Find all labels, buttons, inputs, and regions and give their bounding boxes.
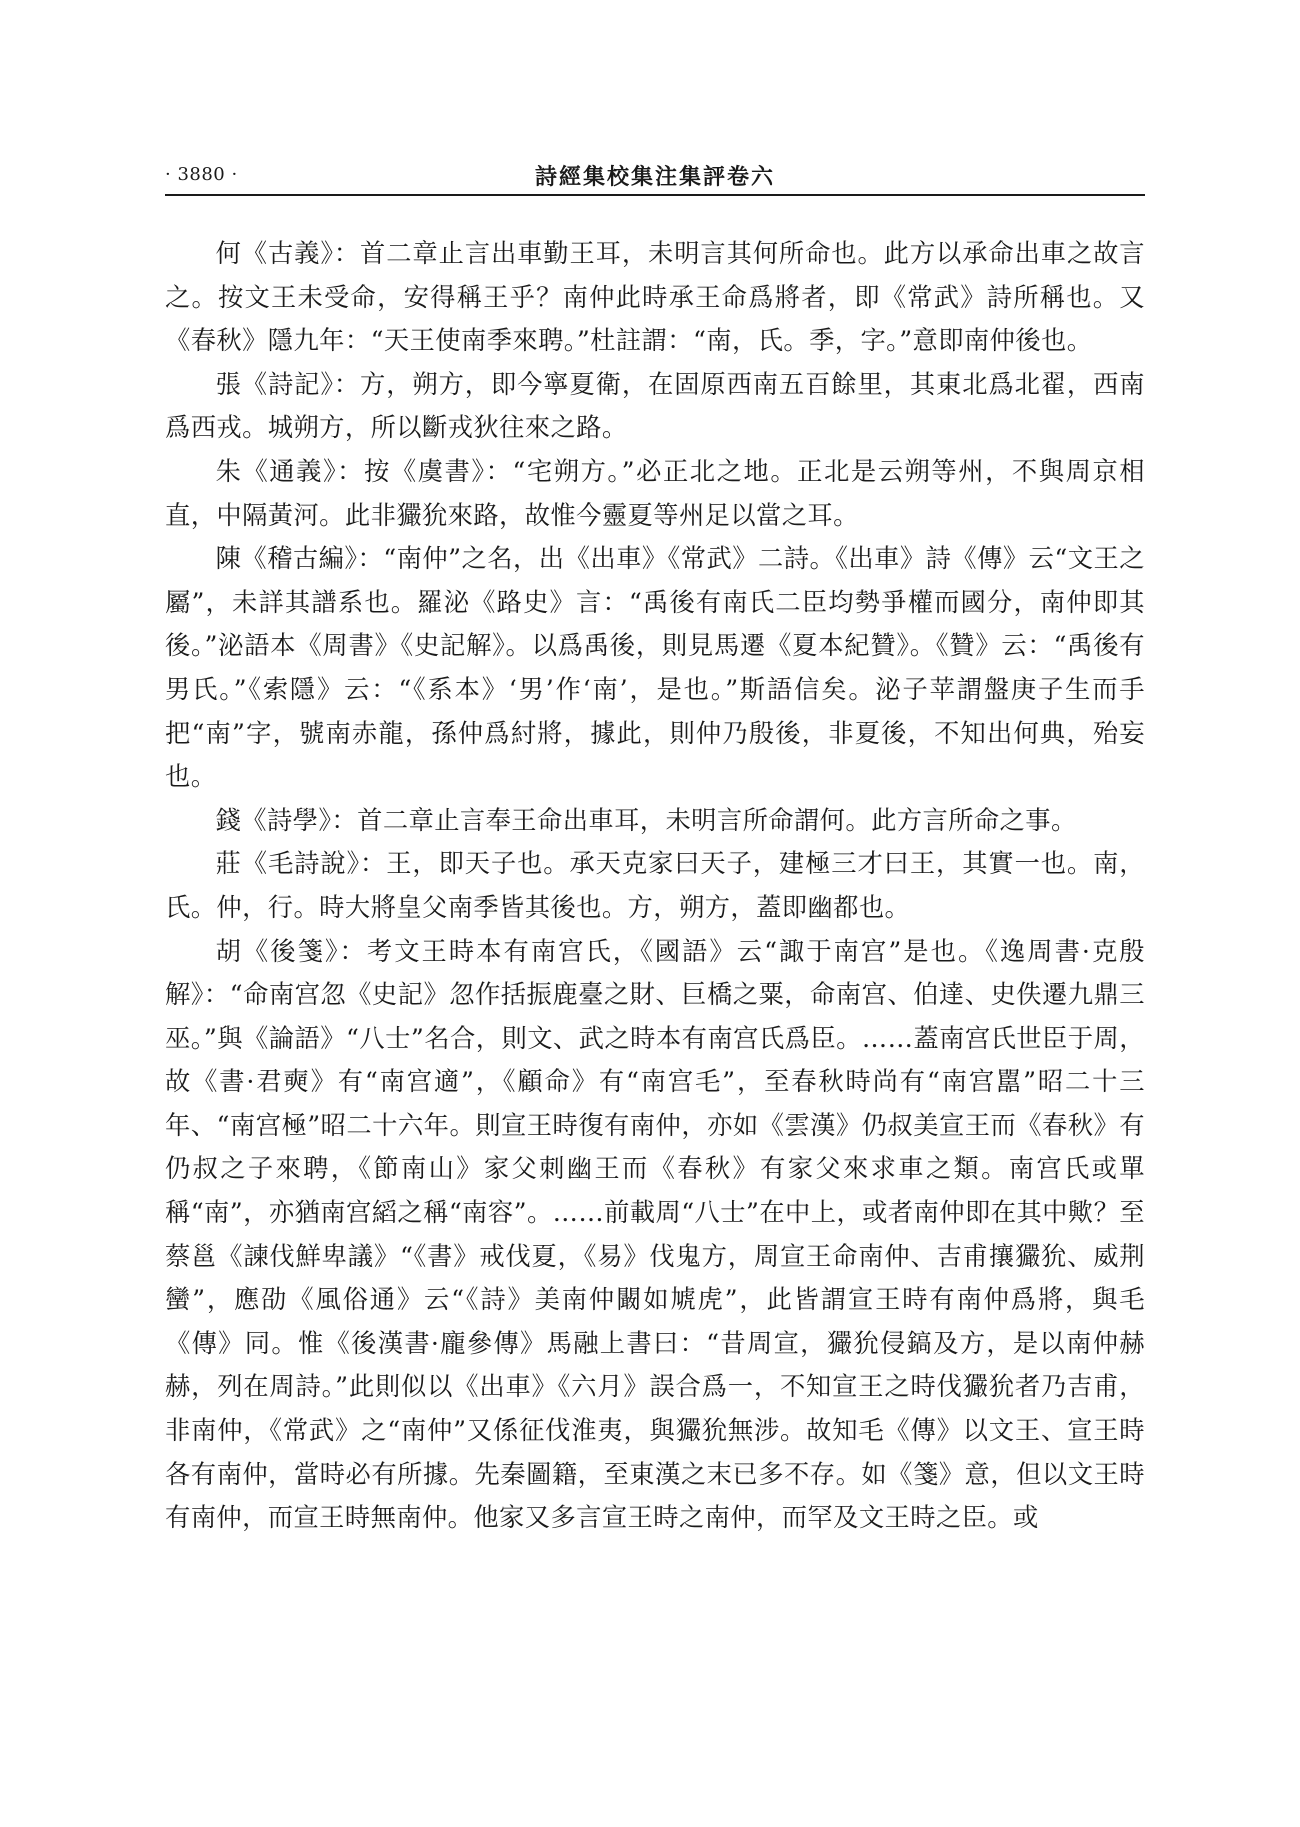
commentary-chen-jigubian: 陳《稽古編》：“南仲”之名，出《出車》《常武》二詩。《出車》詩《傳》云“文王之屬”，未詳其譜系也。羅泌《路史》言：“禹後有南氏二臣均勢爭權而國分，南仲即其後。”泌語本《周書》《史記解》。以爲禹後，則見馬遷《夏本紀贊》。《贊》云：“禹後有男氏。”《索隱》云：“《系本》‘男’作‘南’，是也。”斯語信矣。泌子苹謂盤庚子生而手把“南”字，號南赤龍，孫仲爲紂將，據此，則仲乃殷後，非夏後，不知出何典，殆妄也。 xyxy=(165,544,1145,792)
commentary-he-guyi: 何《古義》：首二章止言出車勤王耳，未明言其何所命也。此方以承命出車之故言之。按文王未受命，安得稱王乎？南仲此時承王命爲將者，即《常武》詩所稱也。又《春秋》隱九年：“天王使南季來聘。”杜註謂：“南，氏。季，字。”意即南仲後也。 xyxy=(165,239,1145,356)
page-number: · 3880 · xyxy=(165,164,238,185)
commentary-zhang-shiji: 張《詩記》：方，朔方，即今寧夏衛，在固原西南五百餘里，其東北爲北翟，西南爲西戎。城朔方，所以斷戎狄往來之路。 xyxy=(165,369,1145,443)
header-rule xyxy=(165,194,1145,196)
commentary-qian-shixue: 錢《詩學》：首二章止言奉王命出車耳，未明言所命謂何。此方言所命之事。 xyxy=(215,805,1077,835)
commentary-zhuang-maoshishuo: 莊《毛詩說》：王，即天子也。承天克家曰天子，建極三才曰王，其實一也。南，氏。仲，行。時大將皇父南季皆其後也。方，朔方，蓋即幽都也。 xyxy=(165,849,1145,922)
running-title: 詩經集校集注集評卷六 xyxy=(534,164,775,190)
page-header xyxy=(165,156,1145,196)
commentary-body xyxy=(165,232,1145,1540)
commentary-hu-houjian: 胡《後箋》：考文王時本有南宫氏，《國語》云“諏于南宫”是也。《逸周書·克殷解》：“命南宫忽《史記》忽作括振鹿臺之財、巨橋之粟，命南宫、伯達、史佚遷九鼎三巫。”與《論語》“八士”名合，則文、武之時本有南宫氏爲臣。……蓋南宫氏世臣于周，故《書·君奭》有“南宫適”，《顧命》有“南宫毛”，至春秋時尚有“南宫嚚”昭二十三年、“南宫極”昭二十六年。則宣王時復有南仲，亦如《雲漢》仍叔美宣王而《春秋》有仍叔之子來聘，《節南山》家父刺幽王而《春秋》有家父來求車之類。南宫氏或單稱“南”，亦猶南宫縚之稱“南容”。……前載周“八士”在中上，或者南仲即在其中歟？至蔡邕《諫伐鮮卑議》“《書》戒伐夏，《易》伐鬼方，周宣王命南仲、吉甫攘玁狁、威荆蠻”，應劭《風俗通》云“《詩》美南仲闞如虓虎”，此皆謂宣王時有南仲爲將，與毛《傳》同。惟《後漢書·龐參傳》馬融上書曰：“昔周宣，玁狁侵鎬及方，是以南仲赫赫，列在周詩。”此則似以《出車》《六月》誤合爲一，不知宣王之時伐玁狁者乃吉甫，非南仲，《常武》之“南仲”又係征伐淮夷，與玁狁無涉。故知毛《傳》以文王、宣王時各有南仲，當時必有所據。先秦圖籍，至東漢之末已多不存。如《箋》意，但以文王時有南仲，而宣王時無南仲。他家又多言宣王時之南仲，而罕及文王時之臣。或 xyxy=(165,936,1145,1533)
commentary-zhu-tongyi: 朱《通義》：按《虞書》：“宅朔方。”必正北之地。正北是云朔等州，不與周京相直，中隔黃河。此非玁狁來路，故惟今靈夏等州足以當之耳。 xyxy=(165,456,1145,530)
